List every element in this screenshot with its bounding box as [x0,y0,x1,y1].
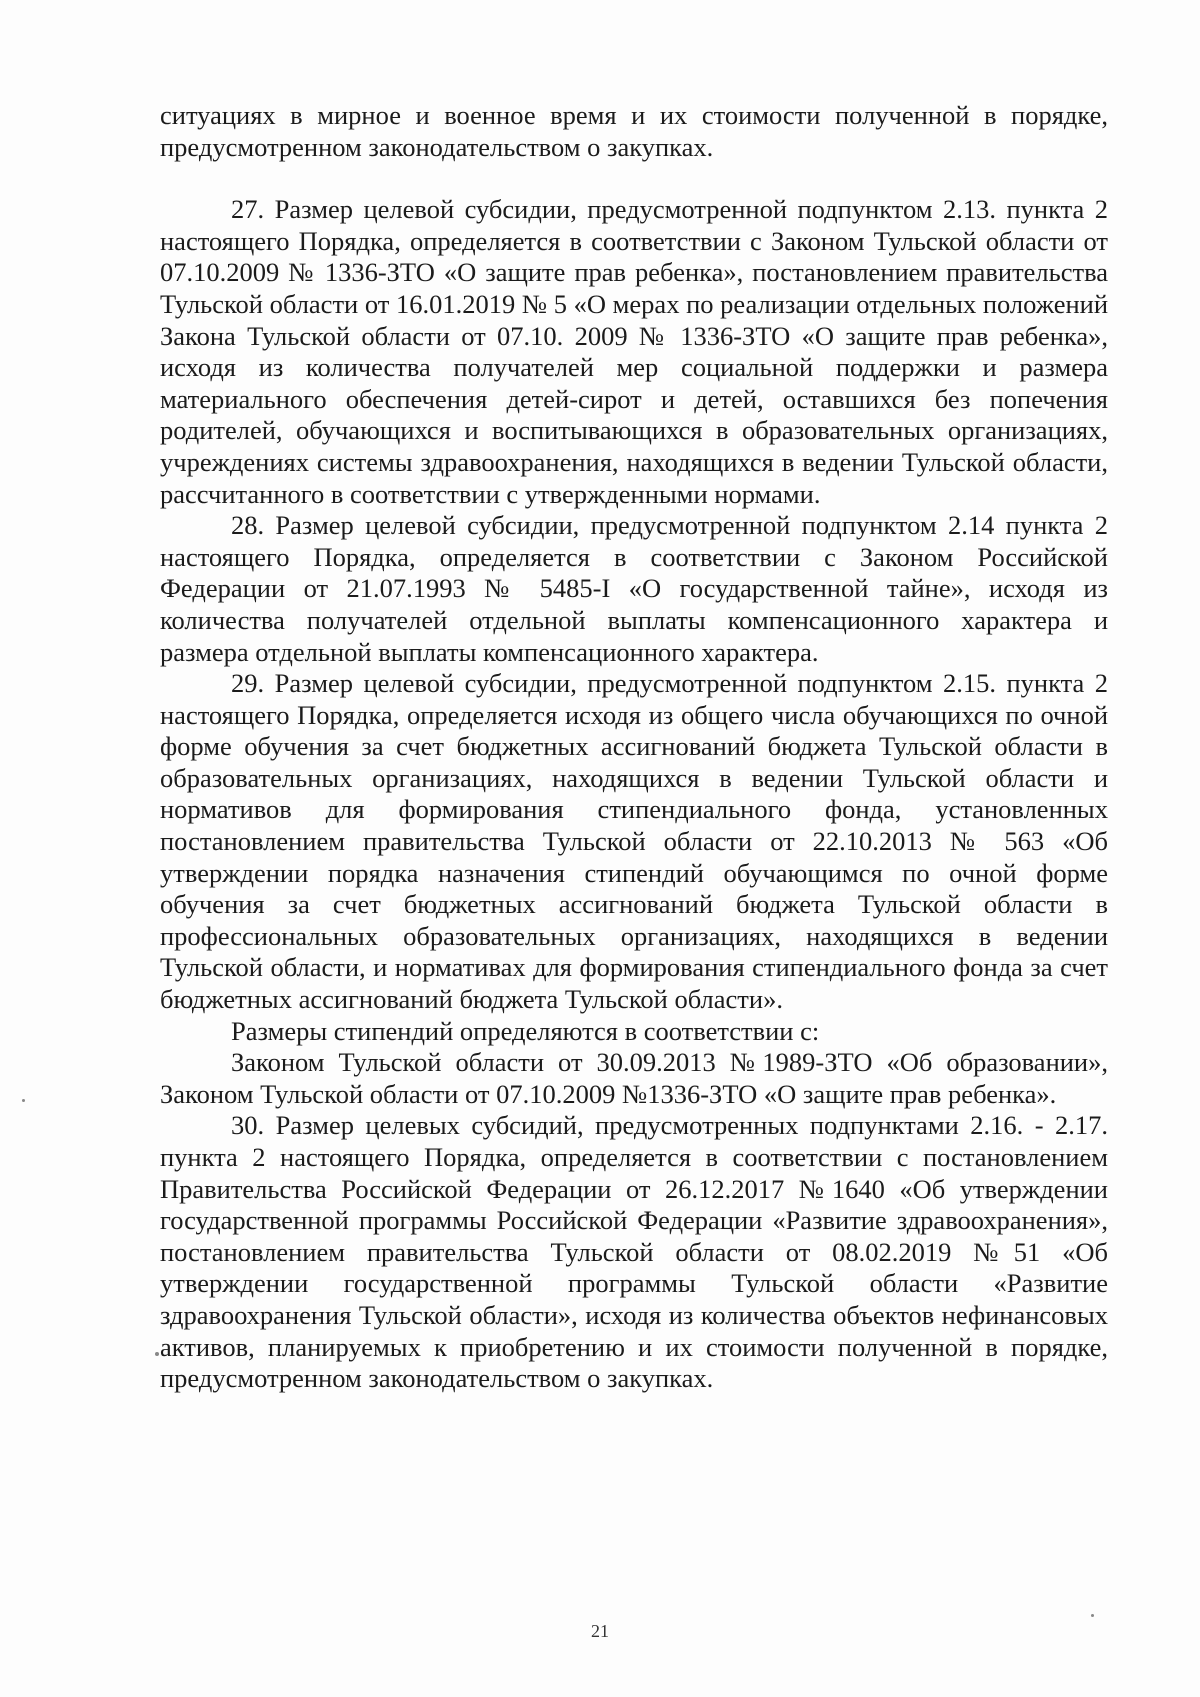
paragraph-scholarship-intro: Размеры стипендий определяются в соответствии с: [231,1015,820,1046]
scan-speck [22,1099,25,1102]
paragraph-29: 29. Размер целевой субсидии, предусмотренной подпунктом 2.15. пункта 2 настоящего Порядка, определяется исходя из общего числа обучающихся по очной форме обучения за счет бюджетных ассигнований бюджета Тульской области в образовательных организациях, находящихся в ведении Тульской области и нормативов для формирования стипендиального фонда, установленных постановлением правительства Тульской области от 22.10.2013 № 563 «Об утверждении порядка назначения стипендий обучающимся по очной форме обучения за счет бюджетных ассигнований бюджета Тульской области в профессиональных образовательных организациях, находящихся в ведении Тульской области, и нормативах для формирования стипендиального фонда за счет бюджетных ассигнований бюджета Тульской области». [160,668,1108,1015]
paragraph-28: 28. Размер целевой субсидии, предусмотренной подпунктом 2.14 пункта 2 настоящего Порядка, определяется в соответствии с Законом Российской Федерации от 21.07.1993 № 5485-I «О государственной тайне», исходя из количества получателей отдельной выплаты компенсационного характера и размера отдельной выплаты компенсационного характера. [160,510,1108,667]
paragraph-continuation: ситуациях в мирное и военное время и их стоимости полученной в порядке, предусмотренном законодательством о закупках. [160,100,1108,162]
scan-speck [155,1352,159,1356]
paragraph-30: 30. Размер целевых субсидий, предусмотренных подпунктами 2.16. - 2.17. пункта 2 настоящего Порядка, определяется в соответствии с постановлением Правительства Российской Федерации от 26.12.2017 №1640 «Об утверждении государственной программы Российской Федерации «Развитие здравоохранения», постановлением правительства Тульской области от 08.02.2019 №51 «Об утверждении государственной программы Тульской области «Развитие здравоохранения Тульской области», исходя из количества объектов нефинансовых активов, планируемых к приобретению и их стоимости полученной в порядке, предусмотренном законодательством о закупках. [160,1110,1108,1394]
document-body [160,100,1108,1395]
page-number: 21 [591,1621,609,1641]
scan-speck [1091,1614,1094,1617]
paragraph-27: 27. Размер целевой субсидии, предусмотренной подпунктом 2.13. пункта 2 настоящего Порядка, определяется в соответствии с Законом Тульской области от 07.10.2009 № 1336-ЗТО «О защите прав ребенка», постановлением правительства Тульской области от 16.01.2019 № 5 «О мерах по реализации отдельных положений Закона Тульской области от 07.10. 2009 № 1336-ЗТО «О защите прав ребенка», исходя из количества получателей мер социальной поддержки и размера материального обеспечения детей-сирот и детей, оставшихся без попечения родителей, обучающихся и воспитывающихся в образовательных организациях, учреждениях системы здравоохранения, находящихся в ведении Тульской области, рассчитанного в соответствии с утвержденными нормами. [160,194,1108,509]
paragraph-scholarship-laws: Законом Тульской области от 30.09.2013 №1989-ЗТО «Об образовании», Законом Тульской области от 07.10.2009 №1336-ЗТО «О защите прав ребенка». [160,1047,1108,1109]
